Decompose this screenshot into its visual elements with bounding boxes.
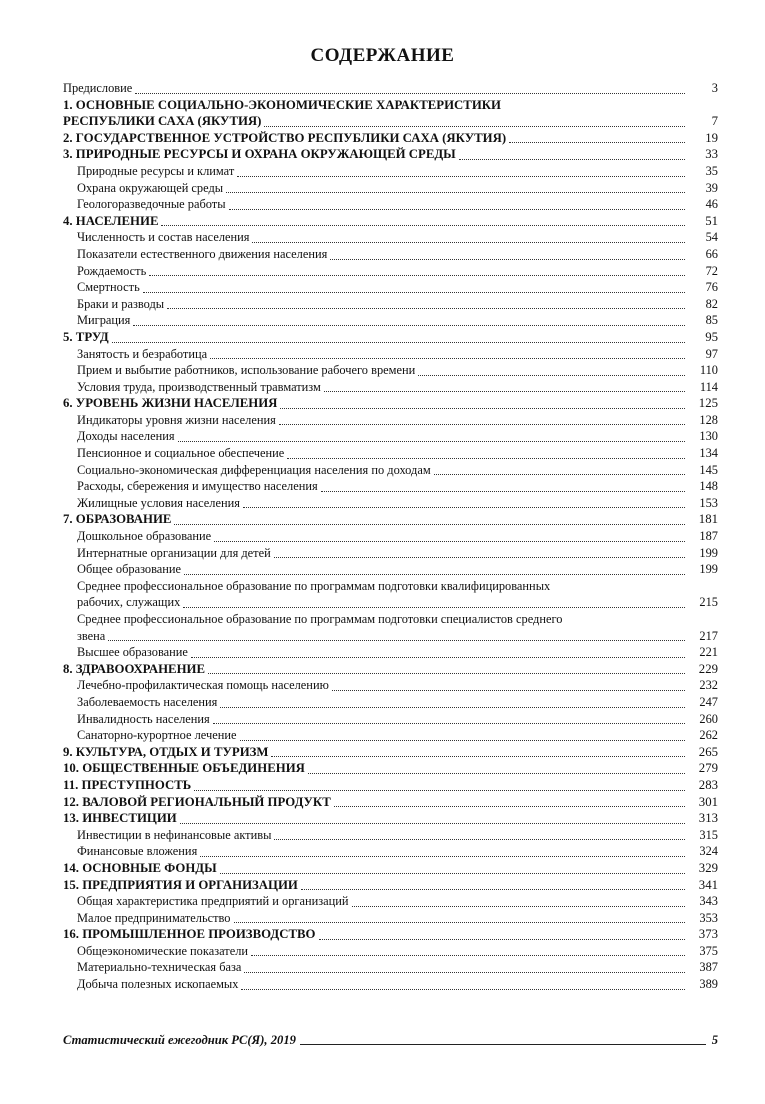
toc-page-number: 134 <box>699 446 718 461</box>
toc-dot-leader <box>200 856 685 857</box>
toc-entry-text: 13. ИНВЕСТИЦИИ <box>63 811 177 826</box>
toc-dot-leader <box>208 673 685 674</box>
toc-entry-text: Рождаемость <box>77 263 147 278</box>
toc-entry-text: 3. ПРИРОДНЫЕ РЕСУРСЫ И ОХРАНА ОКРУЖАЮЩЕЙ СРЕДЫ <box>63 147 456 162</box>
toc-subsection-entry[interactable] <box>63 976 718 993</box>
toc-dot-leader <box>434 474 685 475</box>
toc-page-number: 353 <box>699 910 718 925</box>
toc-section-entry[interactable] <box>63 760 718 777</box>
toc-dot-leader <box>418 375 685 376</box>
toc-dot-leader <box>352 906 685 907</box>
toc-section-entry[interactable] <box>63 395 718 412</box>
toc-entry-text: Социально-экономическая дифференциация населения по доходам <box>77 462 431 477</box>
toc-dot-leader <box>226 192 685 193</box>
toc-subsection-entry[interactable] <box>63 445 718 462</box>
toc-dot-leader <box>334 806 685 807</box>
toc-dot-leader <box>243 507 685 508</box>
toc-entry-text: 10. ОБЩЕСТВЕННЫЕ ОБЪЕДИНЕНИЯ <box>63 761 305 776</box>
toc-dot-leader <box>234 922 686 923</box>
toc-dot-leader <box>183 607 685 608</box>
toc-page-number: 229 <box>698 661 718 676</box>
toc-subsection-entry[interactable] <box>63 263 718 280</box>
toc-section-entry[interactable] <box>63 97 718 114</box>
toc-entry-text: Инвестиции в нефинансовые активы <box>77 827 272 842</box>
toc-entry-text: Дошкольное образование <box>77 529 212 544</box>
toc-page-number: 114 <box>699 379 718 394</box>
toc-section-entry[interactable] <box>63 213 718 230</box>
toc-dot-leader <box>220 707 685 708</box>
toc-dot-leader <box>274 557 685 558</box>
toc-entry-text: Индикаторы уровня жизни населения <box>77 412 276 427</box>
toc-subsection-entry[interactable] <box>63 578 718 595</box>
toc-entry-text: Малое предпринимательство <box>77 910 231 925</box>
toc-entry-text: 8. ЗДРАВООХРАНЕНИЕ <box>63 661 206 676</box>
toc-page-number: 343 <box>699 894 718 909</box>
toc-entry-text: Охрана окружающей среды <box>77 180 224 195</box>
toc-dot-leader <box>149 275 685 276</box>
toc-page-number: 110 <box>699 363 718 378</box>
toc-subsection-entry[interactable] <box>63 893 718 910</box>
toc-page-number: 46 <box>705 197 718 212</box>
toc-dot-leader <box>214 541 685 542</box>
toc-page-number: 181 <box>698 512 718 527</box>
toc-page-number: 130 <box>699 429 718 444</box>
toc-entry-text: Предисловие <box>63 81 133 95</box>
toc-entry-text: Санаторно-курортное лечение <box>77 728 237 743</box>
toc-section-entry[interactable] <box>63 860 718 877</box>
toc-entry-text: Браки и разводы <box>77 296 165 311</box>
toc-entry-text: звена <box>77 628 106 643</box>
toc-section-entry[interactable] <box>63 113 718 130</box>
toc-page-number: 283 <box>698 777 718 792</box>
page-footer <box>63 1033 718 1048</box>
toc-subsection-entry[interactable] <box>63 545 718 562</box>
toc-page-number: 199 <box>699 545 718 560</box>
toc-entry-text: 6. УРОВЕНЬ ЖИЗНИ НАСЕЛЕНИЯ <box>63 396 278 411</box>
toc-entry-text: Численность и состав населения <box>77 230 250 245</box>
toc-dot-leader <box>287 458 685 459</box>
toc-dot-leader <box>509 142 685 143</box>
toc-entry-text: Инвалидность населения <box>77 711 210 726</box>
toc-entry-text: 11. ПРЕСТУПНОСТЬ <box>63 777 192 792</box>
toc-entry-text: Интернатные организации для детей <box>77 545 271 560</box>
toc-page-number: 128 <box>699 412 718 427</box>
toc-entry-text: 5. ТРУД <box>63 329 109 344</box>
toc-section-entry[interactable] <box>63 794 718 811</box>
toc-subsection-entry[interactable] <box>63 628 718 645</box>
toc-entry-text: Смертность <box>77 280 140 295</box>
toc-page-number: 313 <box>698 811 718 826</box>
toc-entry-text: Миграция <box>77 313 131 328</box>
toc-subsection-entry[interactable] <box>63 611 718 628</box>
toc-dot-leader <box>241 989 685 990</box>
toc-subsection-entry[interactable] <box>63 943 718 960</box>
toc-page-number: 324 <box>699 844 718 859</box>
toc-subsection-entry[interactable] <box>63 959 718 976</box>
toc-entry-text: Условия труда, производственный травматизм <box>77 379 321 394</box>
toc-page-number: 247 <box>699 694 718 709</box>
toc-dot-leader <box>210 358 685 359</box>
toc-page-number: 51 <box>705 213 718 228</box>
toc-dot-leader <box>279 424 685 425</box>
toc-subsection-entry[interactable] <box>63 727 718 744</box>
toc-section-entry[interactable] <box>63 329 718 346</box>
toc-page-number: 373 <box>698 927 718 942</box>
toc-dot-leader <box>459 159 685 160</box>
toc-page-number: 148 <box>699 479 718 494</box>
toc-page-number: 76 <box>705 280 718 295</box>
toc-dot-leader <box>180 823 685 824</box>
toc-entry-text: Лечебно-профилактическая помощь населению <box>77 678 329 693</box>
toc-dot-leader <box>161 225 685 226</box>
toc-dot-leader <box>108 640 685 641</box>
toc-entry-text: Расходы, сбережения и имущество населения <box>77 479 318 494</box>
toc-page-number: 187 <box>699 529 718 544</box>
toc-page-number: 387 <box>699 960 718 975</box>
toc-dot-leader <box>274 839 685 840</box>
footer-rule <box>300 1044 706 1045</box>
toc-entry-text: Доходы населения <box>77 429 175 444</box>
toc-subsection-entry[interactable] <box>63 362 718 379</box>
toc-entry-text: Материально-техническая база <box>77 960 242 975</box>
toc-dot-leader <box>332 690 685 691</box>
toc-dot-leader <box>133 325 685 326</box>
toc-dot-leader <box>194 790 685 791</box>
toc-subsection-entry[interactable] <box>63 478 718 495</box>
page-title: СОДЕРЖАНИЕ <box>310 45 455 66</box>
toc-page-number: 85 <box>705 313 718 328</box>
toc-dot-leader <box>167 308 685 309</box>
toc-entry-text: 15. ПРЕДПРИЯТИЯ И ОРГАНИЗАЦИИ <box>63 877 298 892</box>
toc-entry-text: 12. ВАЛОВОЙ РЕГИОНАЛЬНЫЙ ПРОДУКТ <box>63 794 331 809</box>
toc-page-number: 262 <box>699 728 718 743</box>
toc-dot-leader <box>244 972 685 973</box>
toc-entry-text: 16. ПРОМЫШЛЕННОЕ ПРОИЗВОДСТВО <box>63 927 316 942</box>
toc-entry-text: Природные ресурсы и климат <box>77 163 235 178</box>
toc-dot-leader <box>240 740 686 741</box>
toc-subsection-entry[interactable] <box>63 711 718 728</box>
toc-section-entry[interactable] <box>63 777 718 794</box>
toc-entry-text: Общая характеристика предприятий и организаций <box>77 894 349 909</box>
toc-dot-leader <box>184 574 685 575</box>
toc-dot-leader <box>271 756 685 757</box>
toc-section-entry[interactable] <box>63 130 718 147</box>
toc-page-number: 217 <box>699 628 718 643</box>
toc-section-entry[interactable] <box>63 661 718 678</box>
toc-page-number: 35 <box>705 163 718 178</box>
toc-section-entry[interactable] <box>63 744 718 761</box>
toc-subsection-entry[interactable] <box>63 428 718 445</box>
toc-page-number: 145 <box>699 462 718 477</box>
toc-subsection-entry[interactable] <box>63 495 718 512</box>
toc-subsection-entry[interactable] <box>63 163 718 180</box>
toc-page-number: 260 <box>699 711 718 726</box>
toc-dot-leader <box>301 889 685 890</box>
toc-page-number: 199 <box>699 562 718 577</box>
toc-page-number: 97 <box>705 346 718 361</box>
toc-page-number: 153 <box>699 495 718 510</box>
toc-entry-text: Показатели естественного движения населения <box>77 246 328 261</box>
toc-page-number: 33 <box>705 147 718 162</box>
toc-page-number: 7 <box>711 114 718 129</box>
toc-entry-text: Среднее профессиональное образование по программам подготовки специалистов среднего <box>77 612 563 626</box>
toc-subsection-entry[interactable] <box>63 694 718 711</box>
toc-dot-leader <box>191 657 685 658</box>
toc-subsection-entry[interactable] <box>63 296 718 313</box>
toc-dot-leader <box>252 242 685 243</box>
toc-page-number: 232 <box>699 678 718 693</box>
toc-page-number: 301 <box>698 794 718 809</box>
toc-entry-text: Высшее образование <box>77 645 188 660</box>
toc-dot-leader <box>324 391 685 392</box>
toc-dot-leader <box>112 342 685 343</box>
toc-subsection-entry[interactable] <box>63 312 718 329</box>
toc-entry-text: 4. НАСЕЛЕНИЕ <box>63 213 159 228</box>
toc-subsection-entry[interactable] <box>63 827 718 844</box>
footer-publication-title: Статистический ежегодник РС(Я), 2019 <box>63 1033 296 1047</box>
toc-dot-leader <box>308 773 685 774</box>
toc-subsection-entry[interactable] <box>63 180 718 197</box>
toc-entry-text: 1. ОСНОВНЫЕ СОЦИАЛЬНО-ЭКОНОМИЧЕСКИЕ ХАРАКТЕРИСТИКИ <box>63 97 502 112</box>
toc-dot-leader <box>264 126 685 127</box>
toc-dot-leader <box>319 939 686 940</box>
toc-entry-text: 2. ГОСУДАРСТВЕННОЕ УСТРОЙСТВО РЕСПУБЛИКИ САХА (ЯКУТИЯ) <box>63 130 507 145</box>
toc-page-number: 215 <box>699 595 718 610</box>
toc-dot-leader <box>135 93 685 94</box>
toc-subsection-entry[interactable] <box>63 677 718 694</box>
toc-section-entry[interactable] <box>63 877 718 894</box>
toc-page-number: 315 <box>699 827 718 842</box>
toc-page-number: 329 <box>698 860 718 875</box>
toc-page-number: 389 <box>699 977 718 992</box>
toc-subsection-entry[interactable] <box>63 561 718 578</box>
toc-subsection-entry[interactable] <box>63 196 718 213</box>
toc-dot-leader <box>174 524 685 525</box>
toc-entry-text: Добыча полезных ископаемых <box>77 977 239 992</box>
toc-entry-text: Занятость и безработица <box>77 346 208 361</box>
toc-section-entry[interactable] <box>63 511 718 528</box>
toc-page-number: 19 <box>705 130 718 145</box>
toc-subsection-entry[interactable] <box>63 279 718 296</box>
toc-dot-leader <box>178 441 685 442</box>
toc-page-number: 95 <box>705 329 718 344</box>
toc-entry-text: 7. ОБРАЗОВАНИЕ <box>63 512 172 527</box>
toc-entry-text: Общеэкономические показатели <box>77 943 249 958</box>
toc-dot-leader <box>229 209 685 210</box>
toc-entry-text: Пенсионное и социальное обеспечение <box>77 446 285 461</box>
toc-section-entry[interactable] <box>63 146 718 163</box>
toc-entry-text: Финансовые вложения <box>77 844 198 859</box>
toc-dot-leader <box>213 723 685 724</box>
toc-page-number: 265 <box>698 744 718 759</box>
toc-subsection-entry[interactable] <box>63 462 718 479</box>
toc-entry-text: 14. ОСНОВНЫЕ ФОНДЫ <box>63 860 217 875</box>
toc-dot-leader <box>237 176 685 177</box>
toc-dot-leader <box>321 491 685 492</box>
toc-page-number: 375 <box>699 943 718 958</box>
toc-section-entry[interactable] <box>63 810 718 827</box>
toc-page-number: 82 <box>705 296 718 311</box>
toc-entry-text: Среднее профессиональное образование по программам подготовки квалифицированных <box>77 578 551 593</box>
toc-page-number: 39 <box>705 180 718 195</box>
toc-entry-text: Общее образование <box>77 562 182 577</box>
footer-page-number: 5 <box>711 1033 718 1047</box>
toc-page-number: 341 <box>698 877 718 892</box>
toc-entry-text: Геологоразведочные работы <box>77 197 226 212</box>
toc-page-number: 221 <box>699 645 718 660</box>
toc-entry-text: 9. КУЛЬТУРА, ОТДЫХ И ТУРИЗМ <box>63 744 269 759</box>
toc-subsection-entry[interactable] <box>63 229 718 246</box>
toc-page-number: 66 <box>705 246 718 261</box>
toc-entry-text: рабочих, служащих <box>77 595 181 610</box>
toc-subsection-entry[interactable] <box>63 843 718 860</box>
toc-page-number: 54 <box>705 230 718 245</box>
toc-subsection-entry[interactable] <box>63 412 718 429</box>
toc-dot-leader <box>280 408 685 409</box>
toc-page-number: 279 <box>698 761 718 776</box>
toc-page-number: 72 <box>705 263 718 278</box>
toc-entry-text: Прием и выбытие работников, использование рабочего времени <box>77 363 416 378</box>
toc-subsection-entry[interactable] <box>63 644 718 661</box>
toc-dot-leader <box>251 955 685 956</box>
toc-subsection-entry[interactable] <box>63 346 718 363</box>
toc-entry[interactable] <box>63 80 718 97</box>
toc-section-entry[interactable] <box>63 926 718 943</box>
table-of-contents <box>63 80 718 993</box>
toc-subsection-entry[interactable] <box>63 528 718 545</box>
toc-entry-text: РЕСПУБЛИКИ САХА (ЯКУТИЯ) <box>63 114 262 129</box>
toc-subsection-entry[interactable] <box>63 910 718 927</box>
toc-entry-text: Жилищные условия населения <box>77 495 240 510</box>
toc-entry-text: Заболеваемость населения <box>77 694 218 709</box>
toc-dot-leader <box>143 292 685 293</box>
toc-subsection-entry[interactable] <box>63 594 718 611</box>
toc-page-number: 3 <box>711 81 718 95</box>
toc-dot-leader <box>330 259 685 260</box>
toc-subsection-entry[interactable] <box>63 246 718 263</box>
toc-dot-leader <box>220 873 685 874</box>
toc-page-number: 125 <box>698 396 718 411</box>
toc-subsection-entry[interactable] <box>63 379 718 396</box>
